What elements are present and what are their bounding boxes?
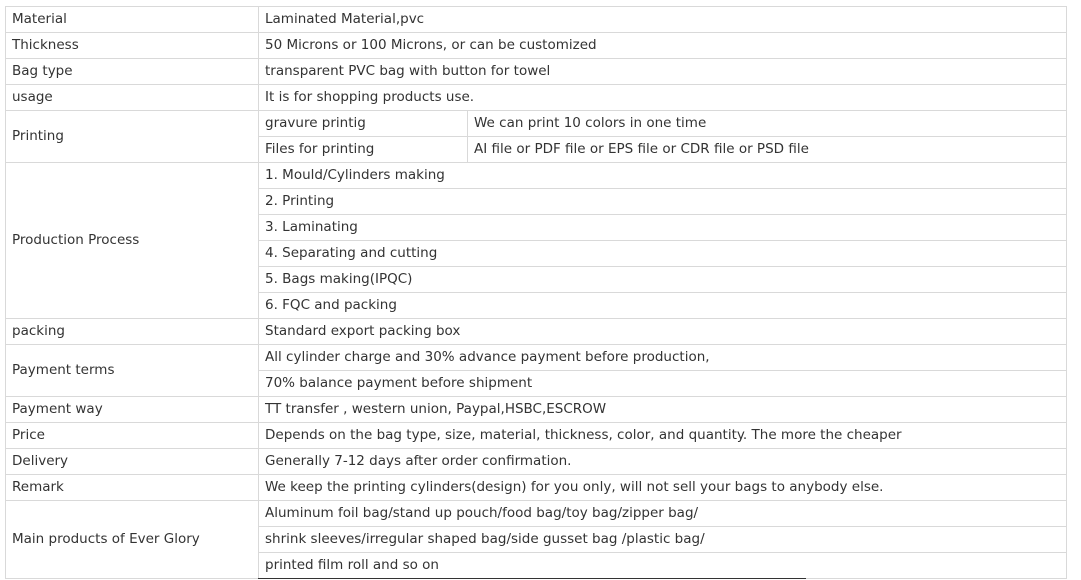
table-row: [6, 85, 1067, 111]
row-value-thickness: 50 Microns or 100 Microns, or can be customized: [259, 33, 1067, 59]
process-step: 4. Separating and cutting: [259, 241, 1067, 267]
table-row: [6, 33, 1067, 59]
row-label-remark: Remark: [6, 475, 259, 501]
row-label-main-products: Main products of Ever Glory: [6, 501, 259, 579]
row-value-delivery: Generally 7-12 days after order confirmation.: [259, 449, 1067, 475]
row-label-usage: usage: [6, 85, 259, 111]
table-row: [6, 501, 1067, 527]
main-products-line: Aluminum foil bag/stand up pouch/food bag/toy bag/zipper bag/: [259, 501, 1067, 527]
printing-subvalue: AI file or PDF file or EPS file or CDR file or PSD file: [468, 137, 1067, 163]
main-products-line: printed film roll and so on: [259, 553, 1067, 579]
process-step: 1. Mould/Cylinders making: [259, 163, 1067, 189]
row-value-packing: Standard export packing box: [259, 319, 1067, 345]
row-label-price: Price: [6, 423, 259, 449]
row-value-remark: We keep the printing cylinders(design) for you only, will not sell your bags to anybody else.: [259, 475, 1067, 501]
payment-terms-line: All cylinder charge and 30% advance payment before production,: [259, 345, 1067, 371]
main-products-line: shrink sleeves/irregular shaped bag/side gusset bag /plastic bag/: [259, 527, 1067, 553]
payment-terms-line: 70% balance payment before shipment: [259, 371, 1067, 397]
row-value-price: Depends on the bag type, size, material, thickness, color, and quantity. The more the cheaper: [259, 423, 1067, 449]
process-step: 2. Printing: [259, 189, 1067, 215]
printing-subkey: gravure printig: [259, 111, 468, 137]
table-row: [6, 475, 1067, 501]
row-label-payment-way: Payment way: [6, 397, 259, 423]
row-label-packing: packing: [6, 319, 259, 345]
bottom-divider: [258, 578, 806, 579]
table-row: [6, 59, 1067, 85]
process-step: 5. Bags making(IPQC): [259, 267, 1067, 293]
process-step: 3. Laminating: [259, 215, 1067, 241]
printing-subvalue: We can print 10 colors in one time: [468, 111, 1067, 137]
row-value-payment-way: TT transfer , western union, Paypal,HSBC,ESCROW: [259, 397, 1067, 423]
table-row: [6, 163, 1067, 189]
row-label-material: Material: [6, 7, 259, 33]
table-row: [6, 111, 1067, 137]
row-label-thickness: Thickness: [6, 33, 259, 59]
printing-subkey: Files for printing: [259, 137, 468, 163]
table-row: [6, 449, 1067, 475]
row-label-printing: Printing: [6, 111, 259, 163]
table-row: [6, 7, 1067, 33]
row-label-delivery: Delivery: [6, 449, 259, 475]
row-label-bag-type: Bag type: [6, 59, 259, 85]
table-row: [6, 319, 1067, 345]
process-step: 6. FQC and packing: [259, 293, 1067, 319]
row-label-production-process: Production Process: [6, 163, 259, 319]
table-row: [6, 423, 1067, 449]
row-label-payment-terms: Payment terms: [6, 345, 259, 397]
row-value-bag-type: transparent PVC bag with button for towel: [259, 59, 1067, 85]
table-row: [6, 345, 1067, 371]
table-row: [6, 397, 1067, 423]
row-value-material: Laminated Material,pvc: [259, 7, 1067, 33]
product-spec-table: [5, 6, 1067, 579]
row-value-usage: It is for shopping products use.: [259, 85, 1067, 111]
